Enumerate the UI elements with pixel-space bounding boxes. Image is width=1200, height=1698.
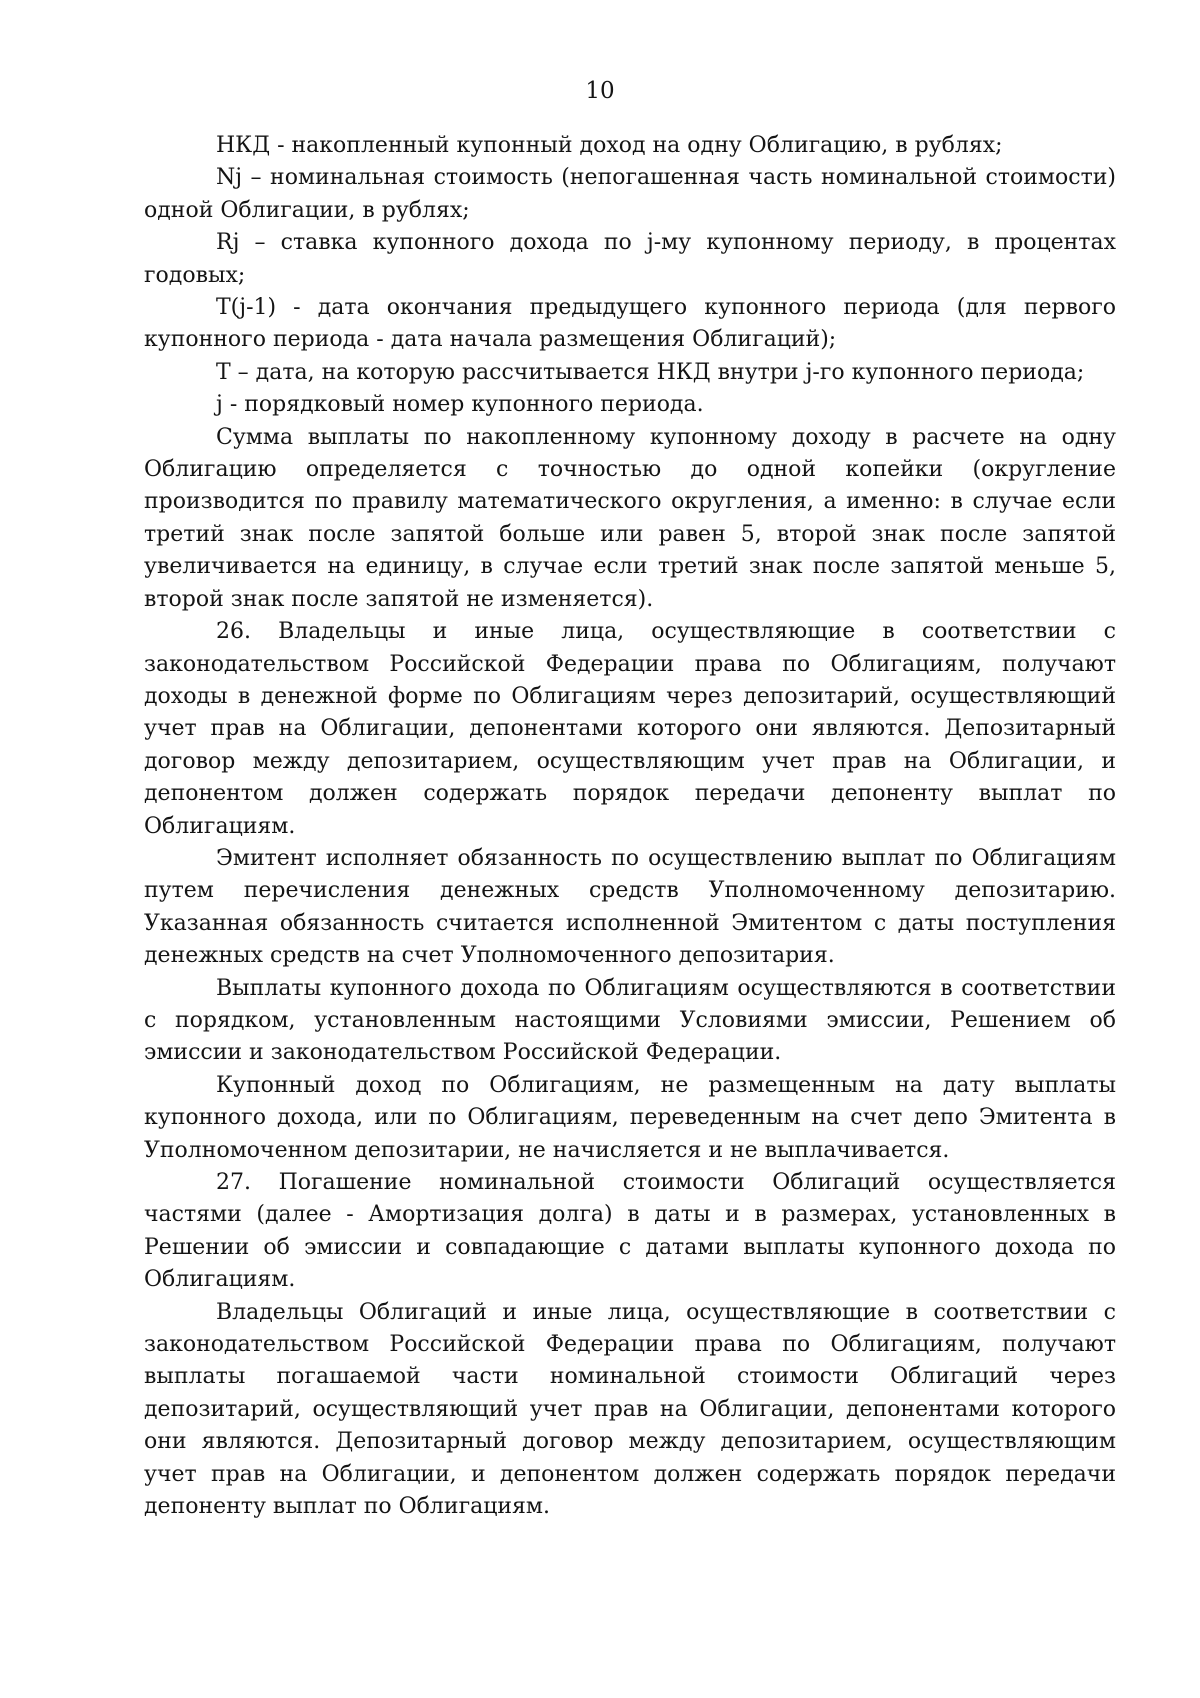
paragraph-rounding: Сумма выплаты по накопленному купонному доходу в расчете на одну Облигацию определяется с точностью до одной копейки (округление производится по правилу математического округления, а именно: в случае если третий знак после запятой больше или равен 5, второй знак после запятой увеличивается на единицу, в случае если третий знак после запятой меньше 5, второй знак после запятой не изменяется). [144,424,1116,612]
paragraph-amortization-payments: Владельцы Облигаций и иные лица, осуществляющие в соответствии с законодательством Российской Федерации права по Облигациям, получают выплаты погашаемой части номинальной стоимости Облигаций через депозитарий, осуществляющий учет прав на Облигации, депонентами которого они являются. Депозитарный договор между депозитарием, осуществляющим учет прав на Облигации, и депонентом должен содержать порядок передачи депоненту выплат по Облигациям. [144,1299,1116,1520]
definition-nkd: НКД - накопленный купонный доход на одну Облигацию, в рублях; [216,133,1003,158]
definition-nj: Nj – номинальная стоимость (непогашенная часть номинальной стоимости) одной Облигации, в рублях; [144,165,1116,223]
page-number: 10 [585,78,615,104]
definition-j: j - порядковый номер купонного периода. [216,392,704,418]
definition-t-prev: T(j-1) - дата окончания предыдущего купонного периода (для первого купонного периода - дата начала размещения Облигаций); [144,295,1116,353]
paragraph-coupon-payments: Выплаты купонного дохода по Облигациям осуществляются в соответствии с порядком, установленным настоящими Условиями эмиссии, Решением об эмиссии и законодательством Российской Федерации. [144,975,1116,1066]
definition-rj: Rj – ставка купонного дохода по j-му купонному периоду, в процентах годовых; [144,230,1116,288]
clause-26: 26. Владельцы и иные лица, осуществляющие в соответствии с законодательством Российской Федерации права по Облигациям, получают доходы в денежной форме по Облигациям через депозитарий, осуществляющий учет прав на Облигации, депонентами которого они являются. Депозитарный договор между депозитарием, осуществляющим учет прав на Облигации, и депонентом должен содержать порядок передачи депоненту выплат по Облигациям. [144,619,1116,839]
clause-27: 27. Погашение номинальной стоимости Облигаций осуществляется частями (далее - Амортизация долга) в даты и в размерах, установленных в Решении об эмиссии и совпадающие с датами выплаты купонного дохода по Облигациям. [144,1170,1116,1293]
document-body [144,130,1116,1523]
paragraph-issuer-obligation: Эмитент исполняет обязанность по осуществлению выплат по Облигациям путем перечисления денежных средств Уполномоченному депозитарию. Указанная обязанность считается исполненной Эмитентом с даты поступления денежных средств на счет Уполномоченного депозитария. [144,845,1116,969]
definition-t: Т – дата, на которую рассчитывается НКД внутри j-го купонного периода; [216,359,1085,385]
paragraph-coupon-not-accrued: Купонный доход по Облигациям, не размещенным на дату выплаты купонного дохода, или по Облигациям, переведенным на счет депо Эмитента в Уполномоченном депозитарии, не начисляется и не выплачивается. [144,1072,1116,1163]
